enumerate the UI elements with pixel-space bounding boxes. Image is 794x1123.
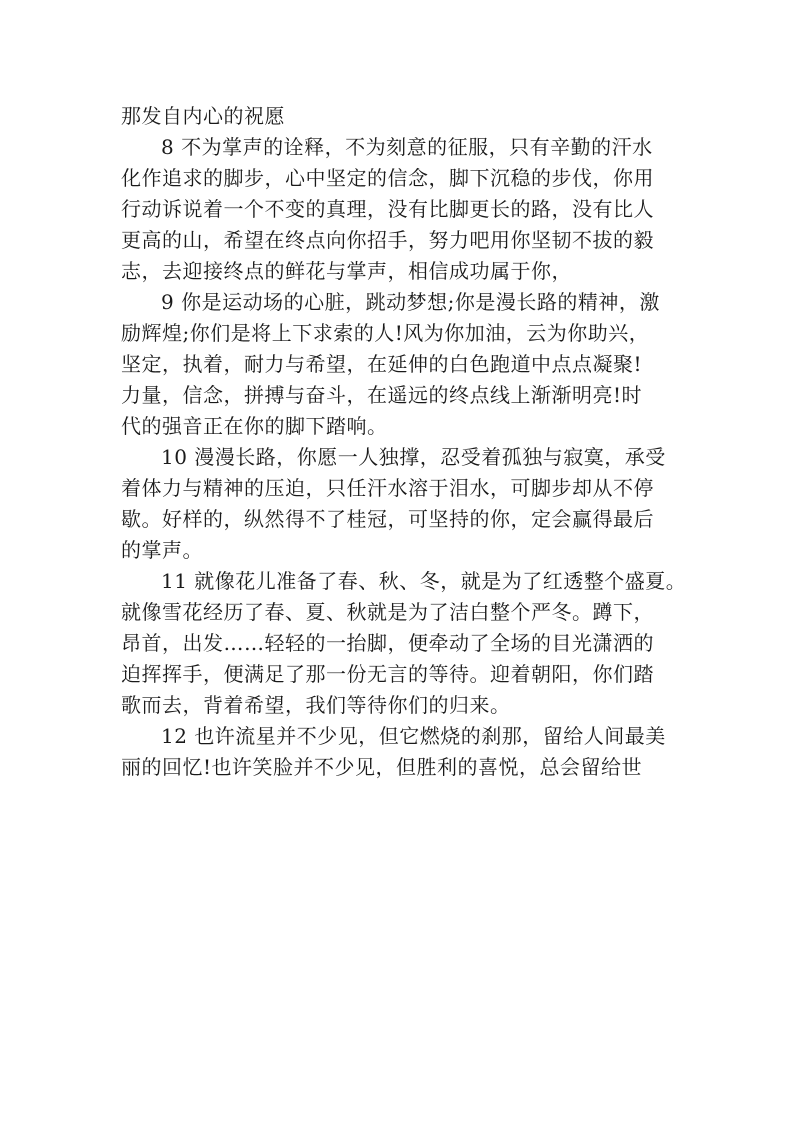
- paragraph-9-line: 坚定，执着，耐力与希望，在延伸的白色跑道中点点凝聚!: [121, 352, 643, 376]
- paragraph-11-line: 歌而去，背着希望，我们等待你们的归来。: [121, 693, 511, 717]
- document-body: [121, 101, 687, 783]
- paragraph-12-line: 丽的回忆!也许笑脸并不少见，但胜利的喜悦，总会留给世: [121, 755, 643, 779]
- paragraph-11-line: 就像雪花经历了春、夏、秋就是为了洁白整个严冬。蹲下，: [121, 600, 654, 624]
- paragraph-10-line: 的掌声。: [121, 538, 203, 562]
- paragraph-10-line: 10 漫漫长路，你愿一人独撑，忍受着孤独与寂寞，承受: [161, 445, 666, 469]
- paragraph-10-line: 歇。好样的，纵然得不了桂冠，可坚持的你，定会赢得最后: [121, 507, 654, 531]
- paragraph-11-line: 迫挥挥手，便满足了那一份无言的等待。迎着朝阳，你们踏: [121, 662, 654, 686]
- paragraph-9-line: 9 你是运动场的心脏，跳动梦想;你是漫长路的精神，激: [161, 290, 660, 314]
- paragraph-11-line: 昂首，出发……轻轻的一抬脚，便牵动了全场的目光潇洒的: [121, 631, 654, 655]
- paragraph-11-line: 11 就像花儿准备了春、秋、冬，就是为了红透整个盛夏。: [161, 569, 687, 593]
- paragraph-9-line: 力量，信念，拼搏与奋斗，在遥远的终点线上渐渐明亮!时: [121, 383, 643, 407]
- paragraph-8-line: 行动诉说着一个不变的真理，没有比脚更长的路，没有比人: [121, 197, 654, 221]
- paragraph-9-line: 励辉煌;你们是将上下求索的人!风为你加油，云为你助兴，: [121, 321, 650, 345]
- paragraph-8-line: 化作追求的脚步，心中坚定的信念，脚下沉稳的步伐，你用: [121, 166, 654, 190]
- paragraph-10-line: 着体力与精神的压迫，只任汗水溶于泪水，可脚步却从不停: [121, 476, 654, 500]
- paragraph-8-line: 8 不为掌声的诠释，不为刻意的征服，只有辛勤的汗水: [161, 135, 653, 159]
- paragraph-9-line: 代的强音正在你的脚下踏响。: [121, 414, 388, 438]
- paragraph-8-line: 志，去迎接终点的鲜花与掌声，相信成功属于你，: [121, 259, 572, 283]
- text-line: 那发自内心的祝愿: [121, 104, 285, 128]
- paragraph-8-line: 更高的山，希望在终点向你招手，努力吧用你坚韧不拔的毅: [121, 228, 654, 252]
- paragraph-12-line: 12 也许流星并不少见，但它燃烧的刹那，留给人间最美: [161, 724, 666, 748]
